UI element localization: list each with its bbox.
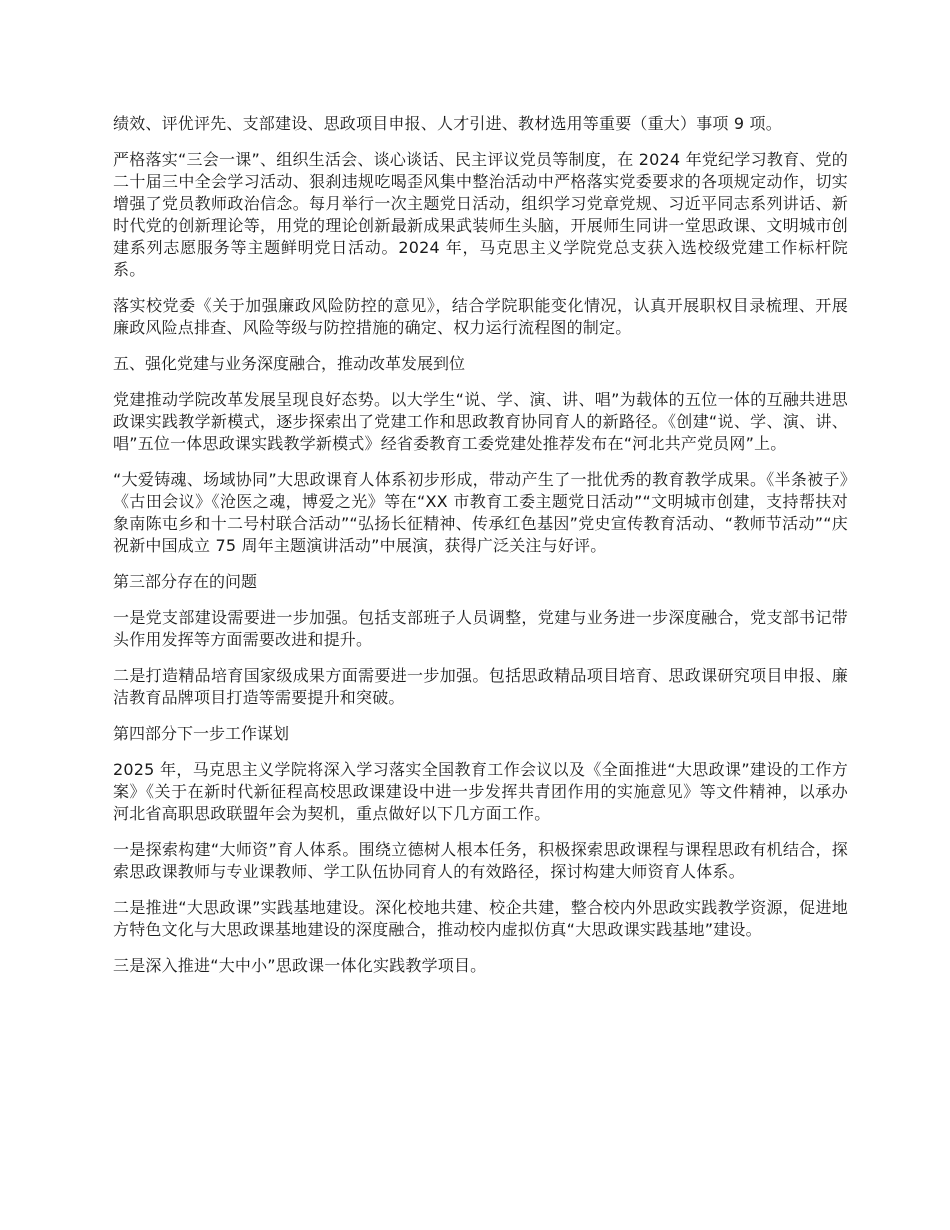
paragraph-1: 绩效、评优评先、支部建设、思政项目申报、人才引进、教材选用等重要（重大）事项 9 项。 xyxy=(113,114,782,133)
paragraph-2: 严格落实“三会一课”、组织生活会、谈心谈话、民主评议党员等制度，在 2024 年党纪学习教育、党的二十届三中全会学习活动、狠刹违规吃喝歪风集中整治活动中严格落实党委要求的各项规定动作，切实增强了党员教师政治信念。每月举行一次主题党日活动，组织学习党章党规、习近平同志系列讲话、新时代党的创新理论等，用党的理论创新最新成果武装师生头脑，开展师生同讲一堂思政课、文明城市创建系列志愿服务等主题鲜明党日活动。2024 年，马克思主义学院党总支获入选校级党建工作标杆院系。 xyxy=(113,150,848,279)
paragraph-7: 二是打造精品培育国家级成果方面需要进一步加强。包括思政精品项目培育、思政课研究项目申报、廉洁教育品牌项目打造等需要提升和突破。 xyxy=(113,666,848,707)
part-four-heading: 第四部分下一步工作谋划 xyxy=(113,724,290,743)
paragraph-11: 三是深入推进“大中小”思政课一体化实践教学项目。 xyxy=(113,956,487,975)
part-three-heading: 第三部分存在的问题 xyxy=(113,572,258,591)
document-page xyxy=(113,113,848,991)
paragraph-9: 一是探索构建“大师资”育人体系。围绕立德树人根本任务，积极探索思政课程与课程思政有机结合，探索思政课教师与专业课教师、学工队伍协同育人的有效路径，探讨构建大师资育人体系。 xyxy=(113,840,848,881)
paragraph-8: 2025 年，马克思主义学院将深入学习落实全国教育工作会议以及《全面推进“大思政课”建设的工作方案》《关于在新时代新征程高校思政课建设中进一步发挥共青团作用的实施意见》等文件精神，以承办河北省高职思政联盟年会为契机，重点做好以下几方面工作。 xyxy=(113,760,848,823)
paragraph-10: 二是推进“大思政课”实践基地建设。深化校地共建、校企共建，整合校内外思政实践教学资源，促进地方特色文化与大思政课基地建设的深度融合，推动校内虚拟仿真“大思政课实践基地”建设。 xyxy=(113,898,848,939)
section-heading-5: 五、强化党建与业务深度融合，推动改革发展到位 xyxy=(113,354,466,373)
paragraph-3: 落实校党委《关于加强廉政风险防控的意见》，结合学院职能变化情况，认真开展职权目录梳理、开展廉政风险点排查、风险等级与防控措施的确定、权力运行流程图的制定。 xyxy=(113,296,848,337)
paragraph-4: 党建推动学院改革发展呈现良好态势。以大学生“说、学、演、讲、唱”为载体的五位一体的互融共进思政课实践教学新模式，逐步探索出了党建工作和思政教育协同育人的新路径。《创建“说、学、演、讲、唱”五位一体思政课实践教学新模式》经省委教育工委党建处推荐发布在“河北共产党员网”上。 xyxy=(113,390,848,453)
paragraph-5: “大爱铸魂、场域协同”大思政课育人体系初步形成，带动产生了一批优秀的教育教学成果。《半条被子》《古田会议》《沧医之魂，博爱之光》等在“XX 市教育工委主题党日活动”“文明城市创建，支持帮扶对象南陈屯乡和十二号村联合活动”“弘扬长征精神、传承红色基因”党史宣传教育活动、“教师节活动”“庆祝新中国成立 75 周年主题演讲活动”中展演，获得广泛关注与好评。 xyxy=(113,470,848,555)
paragraph-6: 一是党支部建设需要进一步加强。包括支部班子人员调整，党建与业务进一步深度融合，党支部书记带头作用发挥等方面需要改进和提升。 xyxy=(113,608,848,649)
